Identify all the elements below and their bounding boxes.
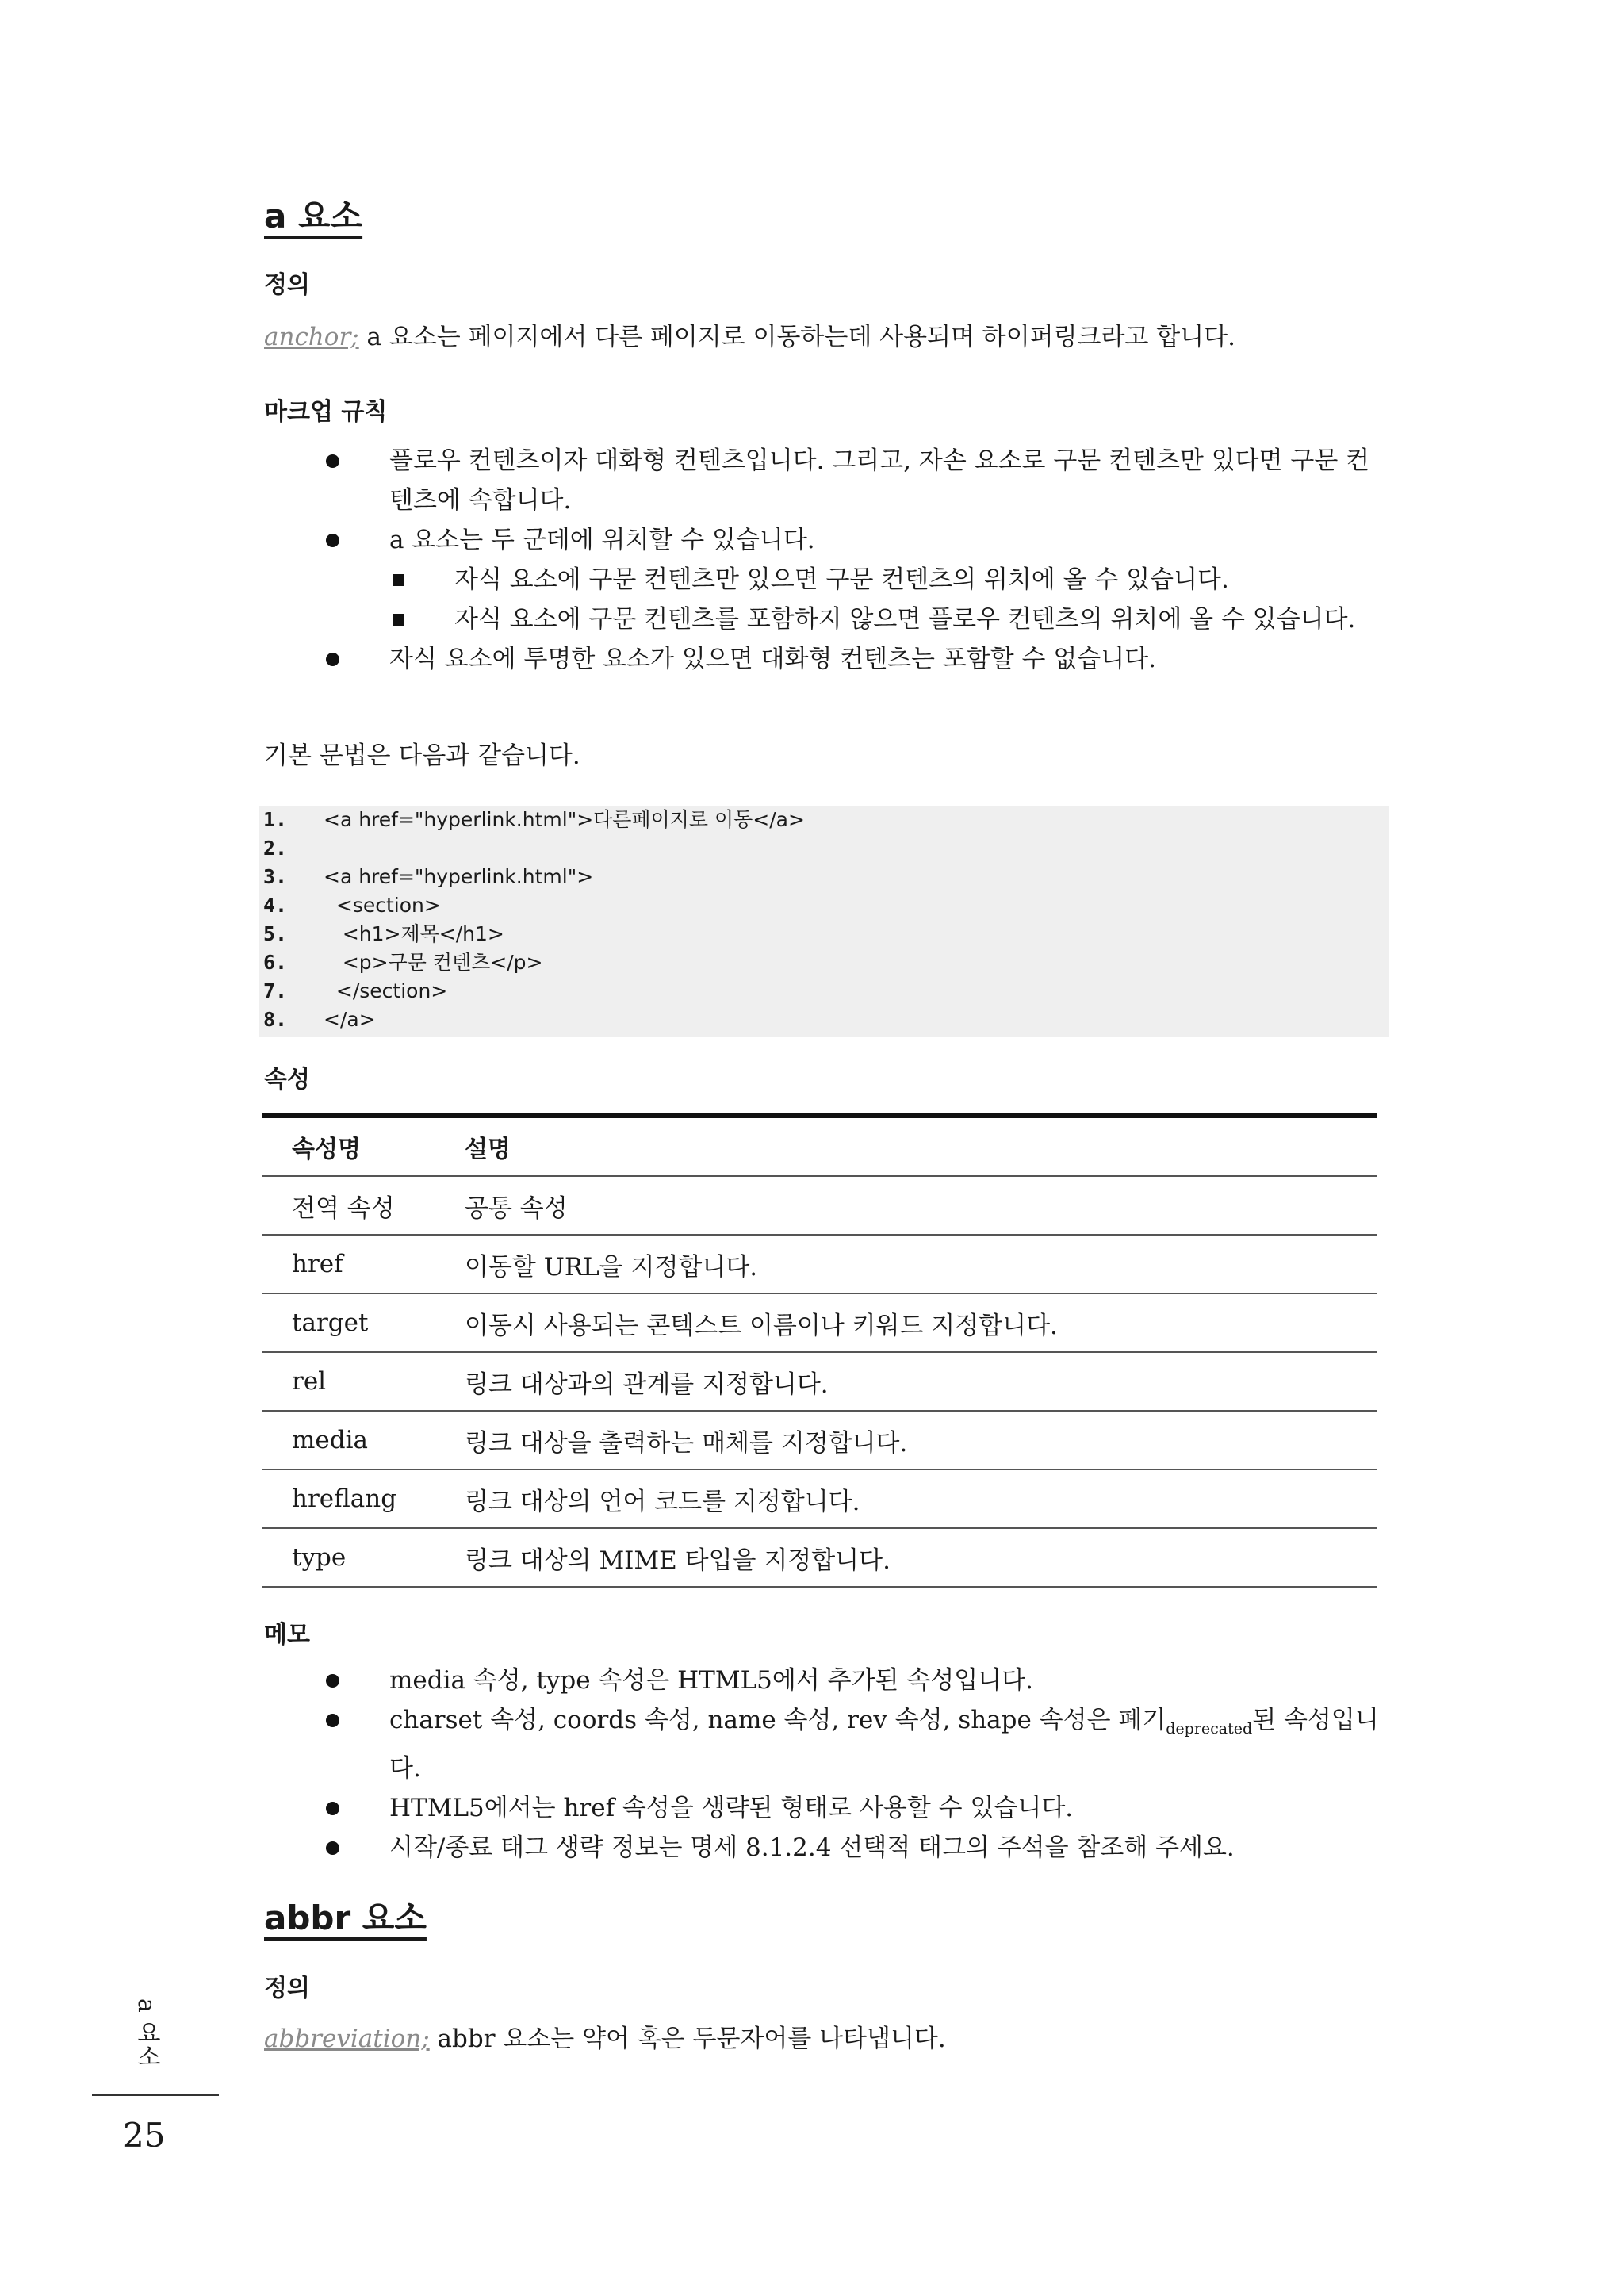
header-name: 속성명 xyxy=(262,1118,435,1176)
table-row xyxy=(262,1352,1377,1411)
rule-text: a 요소는 두 군데에 위치할 수 있습니다. xyxy=(389,526,815,554)
rule-text: 자식 요소에 구문 컨텐츠만 있으면 구문 컨텐츠의 위치에 올 수 있습니다. xyxy=(454,565,1229,594)
code-text: </section> xyxy=(324,979,448,1002)
attr-desc: 이동할 URL을 지정합니다. xyxy=(435,1235,1377,1293)
rule-subitem xyxy=(264,560,1390,600)
line-number: 8. xyxy=(263,1008,288,1031)
code-text: <section> xyxy=(324,894,441,917)
table-header-row xyxy=(262,1118,1377,1176)
attr-name: media xyxy=(262,1411,435,1469)
table-row xyxy=(262,1411,1377,1469)
markup-rules-list xyxy=(264,441,1390,679)
code-block xyxy=(259,806,1389,1037)
square-bullet-icon xyxy=(393,574,404,586)
memo-item xyxy=(264,1661,1390,1700)
table-row xyxy=(262,1469,1377,1528)
memo-text: 된 속성입니다. xyxy=(389,1706,1379,1784)
memo-item xyxy=(264,1700,1390,1788)
attr-desc: 링크 대상을 출력하는 매체를 지정합니다. xyxy=(435,1411,1377,1469)
line-number: 4. xyxy=(263,894,288,917)
bullet-icon xyxy=(326,1674,339,1688)
markup-rules-heading: 마크업 규칙 xyxy=(264,398,388,426)
attr-name: hreflang xyxy=(262,1469,435,1528)
code-text: </a> xyxy=(324,1008,376,1031)
attr-desc: 공통 속성 xyxy=(435,1176,1377,1235)
bullet-icon xyxy=(326,653,339,666)
line-number: 3. xyxy=(263,865,288,888)
line-number: 5. xyxy=(263,922,288,945)
attr-name: 전역 속성 xyxy=(262,1176,435,1235)
bullet-icon xyxy=(326,454,339,468)
attr-name: href xyxy=(262,1235,435,1293)
attr-name: rel xyxy=(262,1352,435,1411)
rule-item xyxy=(264,520,1390,560)
square-bullet-icon xyxy=(393,614,404,626)
memo-item xyxy=(264,1828,1390,1868)
attr-name: type xyxy=(262,1528,435,1587)
memo-text: HTML5에서는 href 속성을 생략된 형태로 사용할 수 있습니다. xyxy=(389,1794,1074,1823)
memo-text: 시작/종료 태그 생략 정보는 명세 8.1.2.4 선택적 태그의 주석을 참조해 주세요. xyxy=(389,1833,1235,1863)
definition-heading: 정의 xyxy=(264,271,310,299)
rule-item xyxy=(264,441,1390,520)
memo-list xyxy=(264,1661,1390,1868)
memo-subscript: deprecated xyxy=(1166,1720,1253,1738)
table-row xyxy=(262,1176,1377,1235)
attr-desc: 링크 대상의 언어 코드를 지정합니다. xyxy=(435,1469,1377,1528)
attributes-heading: 속성 xyxy=(264,1066,310,1094)
code-text: <p>구문 컨텐츠</p> xyxy=(324,951,543,974)
line-number: 7. xyxy=(263,979,288,1002)
rule-text: 자식 요소에 구문 컨텐츠를 포함하지 않으면 플로우 컨텐츠의 위치에 올 수 있습니다. xyxy=(454,605,1356,634)
section-title-abbr: abbr 요소 xyxy=(264,1898,427,1937)
attributes-table xyxy=(262,1113,1377,1588)
table-row xyxy=(262,1235,1377,1293)
memo-item xyxy=(264,1788,1390,1828)
bullet-icon xyxy=(326,534,339,547)
code-text: <a href="hyperlink.html"> xyxy=(324,865,594,888)
line-number: 2. xyxy=(263,837,288,860)
abbr-definition-paragraph xyxy=(264,2019,946,2059)
memo-text: charset 속성, coords 속성, name 속성, rev 속성, shape 속성은 폐기 xyxy=(389,1706,1166,1734)
margin-rule xyxy=(92,2094,219,2096)
attr-name: target xyxy=(262,1293,435,1352)
rule-item xyxy=(264,639,1390,679)
header-desc: 설명 xyxy=(435,1118,1377,1176)
memo-text: media 속성, type 속성은 HTML5에서 추가된 속성입니다. xyxy=(389,1666,1033,1695)
attr-desc: 링크 대상과의 관계를 지정합니다. xyxy=(435,1352,1377,1411)
code-text: <h1>제목</h1> xyxy=(324,922,504,945)
bullet-icon xyxy=(326,1802,339,1815)
table-row xyxy=(262,1293,1377,1352)
line-number: 1. xyxy=(263,808,288,831)
side-section-label: a 요소 xyxy=(132,1998,160,2068)
syntax-intro: 기본 문법은 다음과 같습니다. xyxy=(264,741,580,770)
table-row xyxy=(262,1528,1377,1587)
definition-paragraph xyxy=(264,317,1390,357)
rule-subitem xyxy=(264,600,1390,639)
definition-term: anchor; xyxy=(264,323,359,351)
rule-text: 자식 요소에 투명한 요소가 있으면 대화형 컨텐츠는 포함할 수 없습니다. xyxy=(389,645,1156,673)
bullet-icon xyxy=(326,1841,339,1855)
page-number: 25 xyxy=(123,2116,166,2155)
definition-text: a 요소는 페이지에서 다른 페이지로 이동하는데 사용되며 하이퍼링크라고 합니다. xyxy=(358,323,1235,351)
abbr-definition-text: abbr 요소는 약어 혹은 두문자어를 나타냅니다. xyxy=(429,2025,946,2053)
attr-desc: 이동시 사용되는 콘텍스트 이름이나 키워드 지정합니다. xyxy=(435,1293,1377,1352)
attr-desc: 링크 대상의 MIME 타입을 지정합니다. xyxy=(435,1528,1377,1587)
abbr-definition-term: abbreviation; xyxy=(264,2025,430,2053)
section-title-a: a 요소 xyxy=(264,197,363,236)
line-number: 6. xyxy=(263,951,288,974)
memo-heading: 메모 xyxy=(264,1621,310,1649)
rule-text: 플로우 컨텐츠이자 대화형 컨텐츠입니다. 그리고, 자손 요소로 구문 컨텐츠만 있다면 구문 컨텐츠에 속합니다. xyxy=(389,446,1370,515)
bullet-icon xyxy=(326,1714,339,1727)
code-text: <a href="hyperlink.html">다른페이지로 이동</a> xyxy=(324,808,805,831)
abbr-definition-heading: 정의 xyxy=(264,1975,310,2002)
